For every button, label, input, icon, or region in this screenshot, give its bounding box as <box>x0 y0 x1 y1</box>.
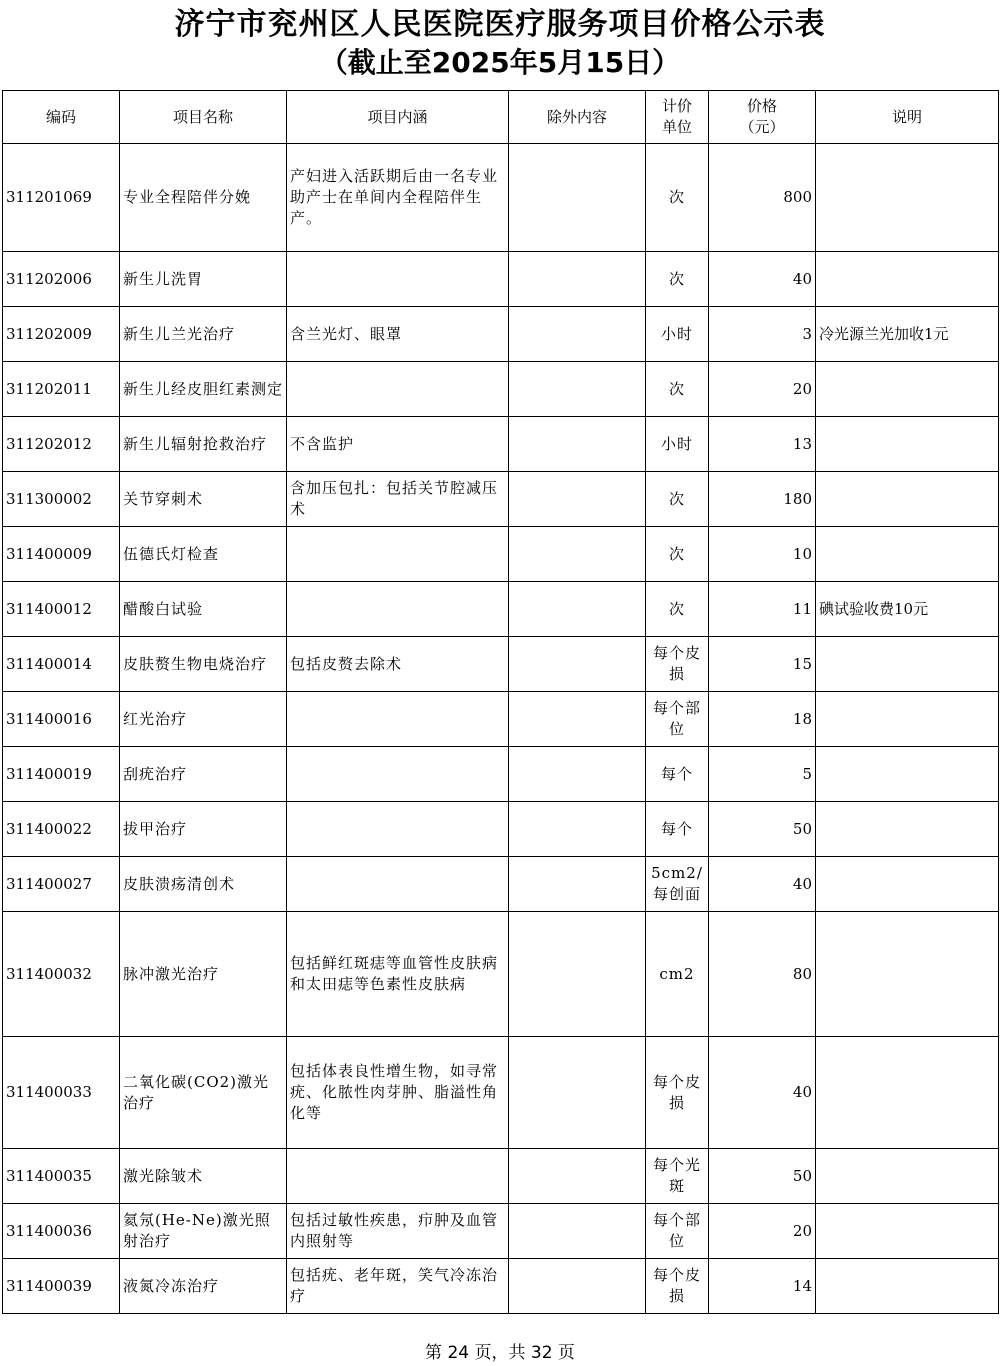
item-code: 311300002 <box>3 472 120 527</box>
item-price: 10 <box>709 527 816 582</box>
item-code: 311400009 <box>3 527 120 582</box>
item-price: 18 <box>709 692 816 747</box>
item-unit: 小时 <box>646 307 709 362</box>
table-row <box>3 1259 999 1314</box>
item-note <box>816 857 999 912</box>
table-row <box>3 1204 999 1259</box>
item-unit: 小时 <box>646 417 709 472</box>
item-price: 80 <box>709 912 816 1037</box>
table-row <box>3 912 999 1037</box>
item-name: 氦氖(He-Ne)激光照射治疗 <box>120 1204 287 1259</box>
item-code: 311400032 <box>3 912 120 1037</box>
item-content <box>287 362 509 417</box>
item-price: 11 <box>709 582 816 637</box>
item-exclude <box>509 1204 646 1259</box>
item-exclude <box>509 1149 646 1204</box>
item-name: 新生儿经皮胆红素测定 <box>120 362 287 417</box>
item-note <box>816 1204 999 1259</box>
item-name: 新生儿辐射抢救治疗 <box>120 417 287 472</box>
item-unit: 次 <box>646 144 709 252</box>
item-price: 3 <box>709 307 816 362</box>
item-code: 311400036 <box>3 1204 120 1259</box>
item-unit: 每个光斑 <box>646 1149 709 1204</box>
item-name: 脉冲激光治疗 <box>120 912 287 1037</box>
header-content: 项目内涵 <box>287 91 509 144</box>
item-exclude <box>509 1037 646 1149</box>
table-row <box>3 472 999 527</box>
item-note <box>816 527 999 582</box>
item-content <box>287 692 509 747</box>
item-unit: 次 <box>646 252 709 307</box>
item-price: 14 <box>709 1259 816 1314</box>
item-exclude <box>509 1259 646 1314</box>
item-unit: 次 <box>646 362 709 417</box>
table-row <box>3 637 999 692</box>
item-code: 311400014 <box>3 637 120 692</box>
item-exclude <box>509 307 646 362</box>
item-price: 20 <box>709 362 816 417</box>
item-unit: 每个部位 <box>646 1204 709 1259</box>
item-name: 液氮冷冻治疗 <box>120 1259 287 1314</box>
item-content: 含加压包扎：包括关节腔减压术 <box>287 472 509 527</box>
table-row <box>3 857 999 912</box>
item-price: 5 <box>709 747 816 802</box>
item-note <box>816 692 999 747</box>
item-exclude <box>509 582 646 637</box>
item-content: 不含监护 <box>287 417 509 472</box>
item-name: 醋酸白试验 <box>120 582 287 637</box>
item-price: 180 <box>709 472 816 527</box>
page-footer: 第 24 页，共 32 页 <box>425 1343 575 1363</box>
table-row <box>3 417 999 472</box>
item-unit: 每个皮损 <box>646 637 709 692</box>
item-note <box>816 417 999 472</box>
item-note <box>816 252 999 307</box>
item-name: 专业全程陪伴分娩 <box>120 144 287 252</box>
page-subtitle: （截止至2025年5月15日） <box>319 46 681 79</box>
item-name: 皮肤赘生物电烧治疗 <box>120 637 287 692</box>
item-code: 311400039 <box>3 1259 120 1314</box>
item-exclude <box>509 747 646 802</box>
item-code: 311400019 <box>3 747 120 802</box>
item-code: 311400012 <box>3 582 120 637</box>
item-content <box>287 857 509 912</box>
item-unit: 次 <box>646 582 709 637</box>
item-unit: 5cm2/每创面 <box>646 857 709 912</box>
header-price: 价格（元） <box>709 91 816 144</box>
table-row <box>3 362 999 417</box>
item-note <box>816 1149 999 1204</box>
item-exclude <box>509 417 646 472</box>
table-row <box>3 144 999 252</box>
item-exclude <box>509 912 646 1037</box>
header-note: 说明 <box>816 91 999 144</box>
header-exclude: 除外内容 <box>509 91 646 144</box>
item-exclude <box>509 857 646 912</box>
item-content <box>287 252 509 307</box>
item-price: 800 <box>709 144 816 252</box>
item-exclude <box>509 802 646 857</box>
item-code: 311400027 <box>3 857 120 912</box>
item-code: 311400022 <box>3 802 120 857</box>
item-code: 311202011 <box>3 362 120 417</box>
item-name: 激光除皱术 <box>120 1149 287 1204</box>
item-exclude <box>509 527 646 582</box>
item-note <box>816 1037 999 1149</box>
item-note <box>816 144 999 252</box>
item-code: 311400016 <box>3 692 120 747</box>
item-name: 关节穿刺术 <box>120 472 287 527</box>
item-unit: 每个皮损 <box>646 1259 709 1314</box>
item-content: 包括过敏性疾患，疖肿及血管内照射等 <box>287 1204 509 1259</box>
item-content: 包括鲜红斑痣等血管性皮肤病和太田痣等色素性皮肤病 <box>287 912 509 1037</box>
item-price: 50 <box>709 802 816 857</box>
item-content: 包括体表良性增生物，如寻常疣、化脓性肉芽肿、脂溢性角化等 <box>287 1037 509 1149</box>
item-unit: 每个皮损 <box>646 1037 709 1149</box>
page-title: 济宁市兖州区人民医院医疗服务项目价格公示表 <box>174 7 826 42</box>
item-price: 15 <box>709 637 816 692</box>
item-note <box>816 1259 999 1314</box>
item-exclude <box>509 144 646 252</box>
item-exclude <box>509 472 646 527</box>
item-note: 冷光源兰光加收1元 <box>816 307 999 362</box>
item-content: 包括疣、老年斑，笑气冷冻治疗 <box>287 1259 509 1314</box>
item-name: 拔甲治疗 <box>120 802 287 857</box>
item-content <box>287 582 509 637</box>
item-exclude <box>509 252 646 307</box>
item-unit: 次 <box>646 527 709 582</box>
price-table <box>2 90 999 1314</box>
item-exclude <box>509 637 646 692</box>
header-code: 编码 <box>3 91 120 144</box>
item-name: 伍德氏灯检查 <box>120 527 287 582</box>
item-price: 40 <box>709 1037 816 1149</box>
table-row <box>3 747 999 802</box>
item-content: 含兰光灯、眼罩 <box>287 307 509 362</box>
item-code: 311202006 <box>3 252 120 307</box>
item-code: 311202012 <box>3 417 120 472</box>
header-unit: 计价单位 <box>646 91 709 144</box>
item-price: 20 <box>709 1204 816 1259</box>
item-code: 311201069 <box>3 144 120 252</box>
item-note <box>816 472 999 527</box>
header-name: 项目名称 <box>120 91 287 144</box>
table-row <box>3 527 999 582</box>
table-row <box>3 802 999 857</box>
item-content <box>287 747 509 802</box>
item-code: 311400035 <box>3 1149 120 1204</box>
item-note <box>816 802 999 857</box>
item-name: 刮疣治疗 <box>120 747 287 802</box>
header-row <box>3 91 999 144</box>
item-name: 皮肤溃疡清创术 <box>120 857 287 912</box>
item-price: 50 <box>709 1149 816 1204</box>
item-unit: 次 <box>646 472 709 527</box>
item-note <box>816 362 999 417</box>
item-note <box>816 637 999 692</box>
table-row <box>3 1037 999 1149</box>
item-unit: 每个部位 <box>646 692 709 747</box>
item-code: 311202009 <box>3 307 120 362</box>
item-price: 13 <box>709 417 816 472</box>
item-name: 二氧化碳(CO2)激光治疗 <box>120 1037 287 1149</box>
item-name: 新生儿洗胃 <box>120 252 287 307</box>
item-unit: 每个 <box>646 747 709 802</box>
item-content <box>287 527 509 582</box>
table-row <box>3 307 999 362</box>
item-content <box>287 802 509 857</box>
item-exclude <box>509 692 646 747</box>
table-row <box>3 252 999 307</box>
item-name: 红光治疗 <box>120 692 287 747</box>
item-note <box>816 912 999 1037</box>
item-content: 产妇进入活跃期后由一名专业助产士在单间内全程陪伴生产。 <box>287 144 509 252</box>
item-note: 碘试验收费10元 <box>816 582 999 637</box>
item-price: 40 <box>709 252 816 307</box>
table-row <box>3 582 999 637</box>
item-name: 新生儿兰光治疗 <box>120 307 287 362</box>
item-content: 包括皮赘去除术 <box>287 637 509 692</box>
item-price: 40 <box>709 857 816 912</box>
table-row <box>3 692 999 747</box>
item-content <box>287 1149 509 1204</box>
item-code: 311400033 <box>3 1037 120 1149</box>
item-unit: cm2 <box>646 912 709 1037</box>
item-unit: 每个 <box>646 802 709 857</box>
table-row <box>3 1149 999 1204</box>
item-note <box>816 747 999 802</box>
item-exclude <box>509 362 646 417</box>
